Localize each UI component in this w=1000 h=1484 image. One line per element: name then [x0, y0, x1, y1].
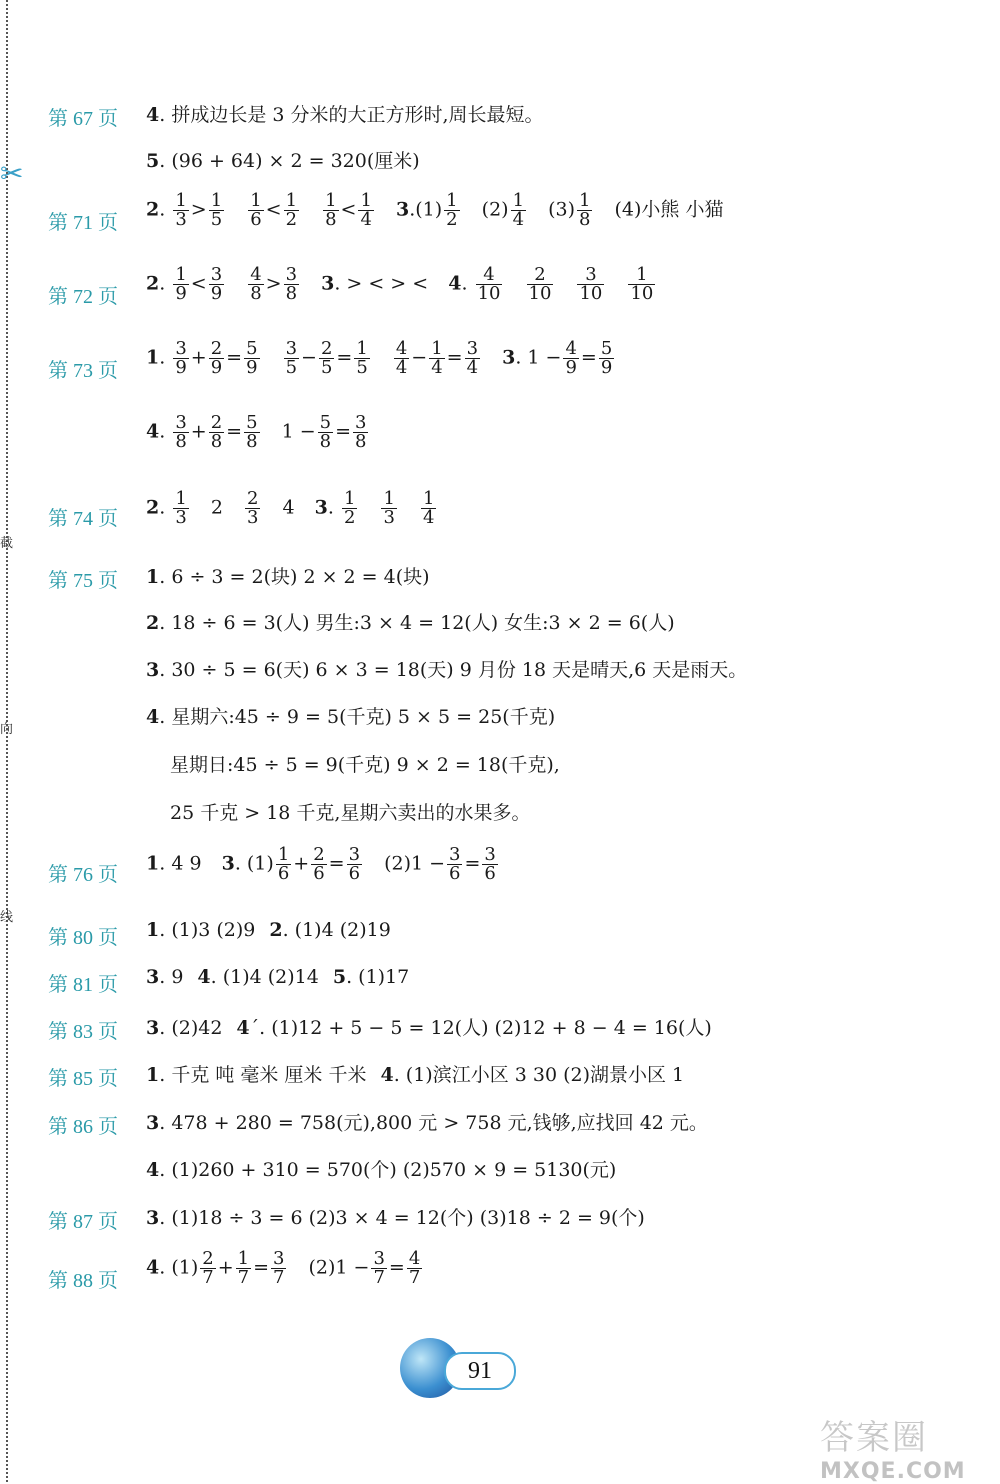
- cut-line: [6, 0, 8, 1482]
- watermark: [820, 1410, 990, 1484]
- scissors-icon: ✂: [0, 157, 24, 190]
- margin-char-3: 线: [0, 910, 14, 925]
- page-label: 第 73 页: [48, 360, 118, 382]
- page-label: 第 74 页: [48, 508, 118, 530]
- page-label: 第 71 页: [48, 212, 118, 234]
- page-label: 第 67 页: [48, 108, 118, 130]
- answer-fractions: 4. (1) $\frac{2}{7}$ + $\frac{1}{7}$ = $\frac{3}{7}$ (2)1 − $\frac{3}{7}$ = $\frac{4}{7}$: [146, 1248, 421, 1288]
- answer-text: 3. (1)18 ÷ 3 = 6 (2)3 × 4 = 12(个) (3)18 ÷ 2 = 9(个): [146, 1207, 645, 1229]
- answer-text: 5. (96 + 64) × 2 = 320(厘米): [146, 150, 420, 172]
- answer-text: 星期日:45 ÷ 5 = 9(千克) 9 × 2 = 18(千克),: [170, 754, 560, 776]
- answer-text: 2. 18 ÷ 6 = 3(人) 男生:3 × 4 = 12(人) 女生:3 × 2 = 6(人): [146, 612, 675, 634]
- answer-text: 1. 6 ÷ 3 = 2(块) 2 × 2 = 4(块): [146, 566, 430, 588]
- answer-fractions: 2. $\frac{1}{3}$ 2 $\frac{2}{3}$ 4 3. $\frac{1}{2}$ $\frac{1}{3}$ $\frac{1}{4}$: [146, 488, 435, 528]
- page-label: 第 87 页: [48, 1211, 118, 1233]
- answer-text: 4. 星期六:45 ÷ 9 = 5(千克) 5 × 5 = 25(千克): [146, 706, 556, 728]
- page-number-badge: [400, 1338, 520, 1398]
- answer-fractions: 1. 4 9 3. (1) $\frac{1}{6}$ + $\frac{2}{6}$ = $\frac{3}{6}$ (2)1 − $\frac{3}{6}$ = $\frac{3}{6}$: [146, 844, 496, 884]
- answer-text: 3. 9 4. (1)4 (2)14 5. (1)17: [146, 966, 410, 988]
- answer-fractions: 2. $\frac{1}{9}$ < $\frac{3}{9}$ $\frac{4}{8}$ > $\frac{3}{8}$ 3. > < > < 4. $\frac{4}{10}$ $\frac{2}{10}$ $\frac{3}{10}$ $\frac{1}{10}$: [146, 264, 654, 304]
- answer-text: 3. 30 ÷ 5 = 6(天) 6 × 3 = 18(天) 9 月份 18 天是晴天,6 天是雨天。: [146, 659, 748, 681]
- page-label: 第 86 页: [48, 1116, 118, 1138]
- answer-text: 1. (1)3 (2)9 2. (1)4 (2)19: [146, 919, 391, 941]
- page-number: 91: [444, 1352, 516, 1390]
- answer-text: 25 千克 > 18 千克,星期六卖出的水果多。: [170, 802, 531, 824]
- page-label: 第 72 页: [48, 286, 118, 308]
- page-label: 第 80 页: [48, 927, 118, 949]
- answer-text: 3. 478 + 280 = 758(元),800 元 > 758 元,钱够,应找回 42 元。: [146, 1112, 708, 1134]
- margin-char-2: 向: [0, 722, 14, 737]
- page-label: 第 88 页: [48, 1270, 118, 1292]
- margin-char-1: 截: [0, 536, 14, 551]
- answer-fractions: 2. $\frac{1}{3}$ > $\frac{1}{5}$ $\frac{1}{6}$ < $\frac{1}{2}$ $\frac{1}{8}$ < $\frac{1}{4}$ 3.(1) $\frac{1}{2}$ (2) $\frac{1}{4}$ (3) $\frac{1}{8}$ (4)小熊 小猫: [146, 190, 724, 230]
- answer-fractions: 4. $\frac{3}{8}$ + $\frac{2}{8}$ = $\frac{5}{8}$ 1 − $\frac{5}{8}$ = $\frac{3}{8}$: [146, 412, 367, 452]
- answer-text: 3. (2)42 4ˊ. (1)12 + 5 − 5 = 12(人) (2)12 + 8 − 4 = 16(人): [146, 1017, 712, 1039]
- answer-text: 4. 拼成边长是 3 分米的大正方形时,周长最短。: [146, 104, 544, 126]
- watermark-text: 答案圈: [820, 1418, 928, 1458]
- answer-text: 1. 千克 吨 毫米 厘米 千米 4. (1)滨江小区 3 30 (2)湖景小区 1: [146, 1064, 685, 1086]
- answer-fractions: 1. $\frac{3}{9}$ + $\frac{2}{9}$ = $\frac{5}{9}$ $\frac{3}{5}$ − $\frac{2}{5}$ = $\frac{1}{5}$ $\frac{4}{4}$ − $\frac{1}{4}$ = $\frac{3}{4}$ 3. 1 − $\frac{4}{9}$ = $\frac{5}{9}$: [146, 338, 613, 378]
- watermark-url: MXQE.COM: [820, 1459, 966, 1484]
- page-label: 第 83 页: [48, 1021, 118, 1043]
- page-label: 第 81 页: [48, 974, 118, 996]
- page-label: 第 75 页: [48, 570, 118, 592]
- page-label: 第 76 页: [48, 864, 118, 886]
- answer-text: 4. (1)260 + 310 = 570(个) (2)570 × 9 = 5130(元): [146, 1159, 617, 1181]
- page-label: 第 85 页: [48, 1068, 118, 1090]
